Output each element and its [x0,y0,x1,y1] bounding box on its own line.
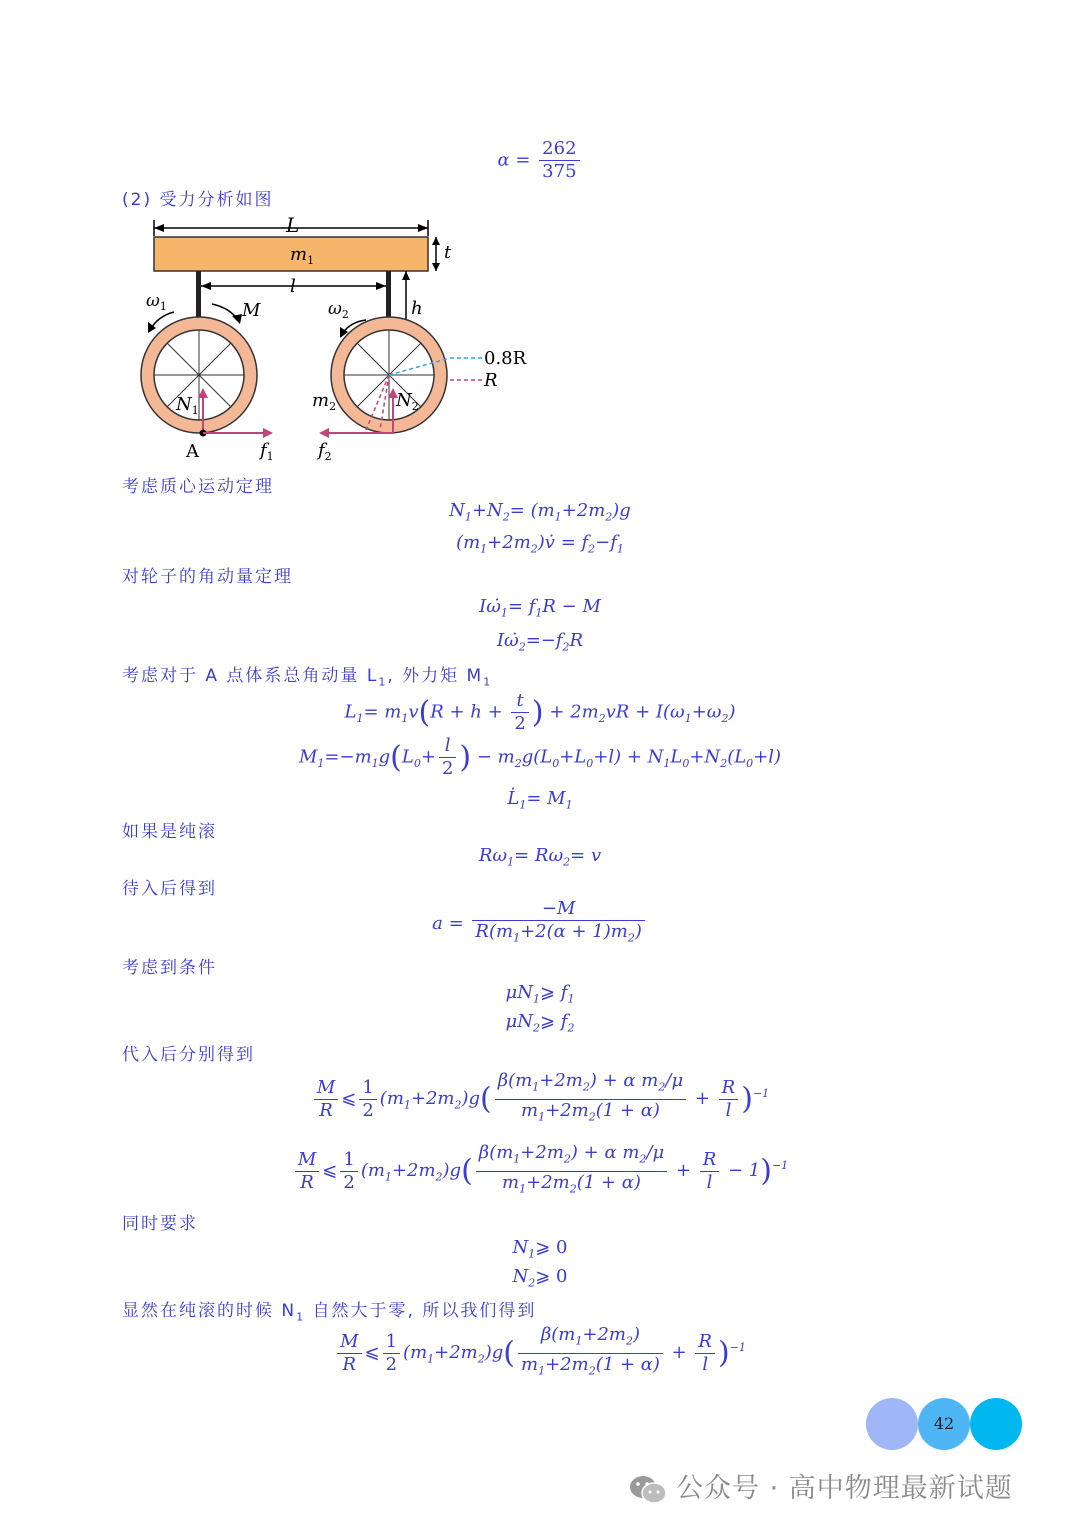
svg-text:t: t [444,242,452,263]
equation-L1-dot: $L̇_1= M_1$ [507,788,573,812]
equation-wheel2: $I\omegȧ_2=-f_2R$ [496,630,584,654]
equation-wheel1: $I\omegȧ_1= f_1R - M$ [479,596,601,620]
section-also: 同时要求 [122,1214,198,1234]
svg-text:l: l [290,276,296,297]
label-L: L [286,213,300,237]
equation-accel: a = $\frac{-M}{R(m_1+2(\alpha + 1)m_2)}$ [0,898,1080,950]
section-mass-center: 考虑质心运动定理 [122,477,274,497]
svg-text:0.8R: 0.8R [484,348,527,369]
svg-text:ω1: $\omega_1$ [146,291,167,313]
equation-friction2: $\mu N_2⩾$ $f_2$ [505,1011,575,1035]
page-circle-right [970,1398,1022,1450]
svg-text:N2: $N_2$ [396,390,419,413]
section-substitute: 待入后得到 [122,879,217,899]
svg-text:m2: $m_2$ [312,390,337,413]
section-point-a: 考虑对于 A 点体系总角动量 $L_1$, 外力矩 $M_1$ [122,666,493,689]
equation-final: $\frac{M}{R}$ ⩽ $\frac{1}{2}$ $(m_1+2m_2)g$( $\frac{\beta(m_1+2m_2)}{m_1+2m_2(1 + \alpha)}$ + $\frac{R}{l}$ )$^{-1}$ [0,1324,1080,1382]
section-pure-roll: 如果是纯滚 [122,822,217,842]
page-number: 42 [918,1398,970,1450]
section-sub-each: 代入后分别得到 [122,1045,255,1065]
equation-ineq1: $\frac{M}{R}$ ⩽ $\frac{1}{2}$ $(m_1+2m_2)g$( $\frac{\beta(m_1+2m_2) + \alpha m_2/\mu}{m_1+2m_2(1 + \alpha)}$ + $\frac{R}{l}$ )$^{-1}$ [0,1070,1080,1128]
equation-M1: $M_1=-m_1g(L_0+$ $\frac{l}{2}$ ) − $m_2g(L_0+L_0+l) + N_1L_0+N_2(L_0+l)$ [298,735,782,779]
svg-text:ω2: $\omega_2$ [328,299,349,321]
section-force-analysis: (2) 受力分析如图 [122,190,274,210]
svg-text:R: R [484,370,498,391]
footer-watermark: 公众号 · 高中物理最新试题 [628,1466,1013,1506]
wechat-icon [628,1474,668,1506]
svg-text:N1: $N_1$ [176,394,199,417]
svg-text:A: A [186,441,199,462]
svg-text:h: h [411,298,423,319]
page-circle-left [866,1398,918,1450]
section-wheel-am: 对轮子的角动量定理 [122,567,293,587]
equation-momentum: $(m_1+2m_2)v̇ = f_2-f_1$ [456,532,624,556]
section-condition: 考虑到条件 [122,958,217,978]
equation-N2-nonneg: $N_2⩾$ 0 [512,1266,568,1290]
svg-text:m1: $m_1$ [290,244,315,267]
equation-N1-nonneg: $N_1⩾$ 0 [512,1237,568,1261]
equation-alpha: α = $\frac{262}{375}$ [0,138,1080,183]
wheel-1 [141,317,257,433]
svg-text:f2: $f_2$ [318,440,332,463]
equation-ineq2: $\frac{M}{R}$ ⩽ $\frac{1}{2}$ $(m_1+2m_2)g$( $\frac{\beta(m_1+2m_2) + \alpha m_2/\mu}{m_1+2m_2(1 + \alpha)}$ + $\frac{R}{l}$ − 1)$^{-1}$ [0,1142,1080,1200]
svg-text:M: M [242,300,261,321]
equation-friction1: $\mu N_1⩾$ $f_1$ [505,982,575,1006]
equation-L1: $L_1= m_1v(R + h$ + $\frac{t}{2}$ ) + $2m_2vR + I(\omega_1+\omega_2)$ [344,690,736,734]
equation-normal-sum: $N_1+N_2= (m_1+2m_2)g$ [449,500,631,524]
force-diagram [130,212,550,472]
equation-roll: $R\omega_1= R\omega_2= v$ [478,845,602,869]
svg-text:f1: $f_1$ [260,440,274,463]
section-obviously: 显然在纯滚的时候 $N_1$ 自然大于零, 所以我们得到 [122,1301,537,1324]
